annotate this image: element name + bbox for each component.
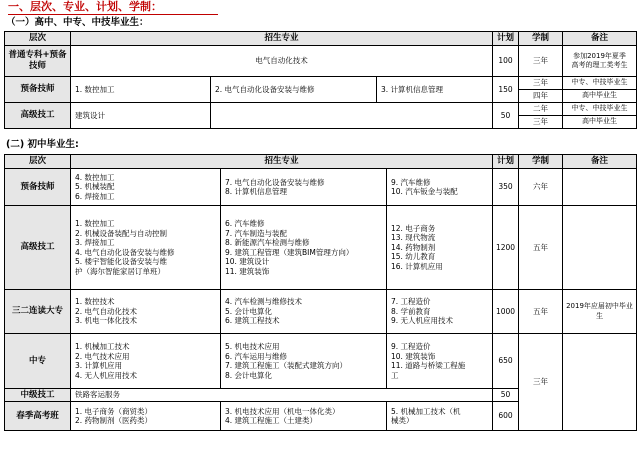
major-col1: 1. 数控技术 2. 电气自动化技术 3. 机电一体化技术 [71,290,221,334]
plan-cell: 1200 [493,206,519,290]
major-cell: 2. 电气自动化设备安装与维修 [211,77,377,103]
plan-cell: 600 [493,402,519,431]
years-cell: 二年 [519,103,563,116]
plan-cell: 100 [493,46,519,77]
row-level: 春季高考班 [5,402,71,431]
major-col3: 9. 工程造价 10. 建筑装饰 11. 道路与桥梁工程施 工 [387,334,493,389]
header-plan: 计划 [493,32,519,46]
years-cell: 三年 [519,77,563,90]
row-level: 高级技工 [5,206,71,290]
years-cell: 五年 [519,290,563,334]
row-level: 三二连读大专 [5,290,71,334]
major-col3: 5. 机械加工技术（机 械类） [387,402,493,431]
note-cell [563,169,637,206]
years-cell: 五年 [519,206,563,290]
major-cell: 电气自动化技术 [71,46,493,77]
note-cell: 高中毕业生 [563,116,637,129]
years-cell: 三年 [519,46,563,77]
note-cell [563,206,637,290]
major-col2: 3. 机电技术应用（机电一体化类） 4. 建筑工程施工（土建类） [221,402,387,431]
header-level: 层次 [5,32,71,46]
row-level: 高级技工 [5,103,71,129]
header-years: 学制 [519,155,563,169]
major-cell: 3. 计算机信息管理 [377,77,493,103]
header-level: 层次 [5,155,71,169]
major-col1: 4. 数控加工 5. 机械装配 6. 焊接加工 [71,169,221,206]
note-cell [563,334,637,431]
section1-heading: （一）高中、中专、中技毕业生： [6,17,149,28]
note-cell: 高中毕业生 [563,90,637,103]
note-cell: 中专、中技毕业生 [563,103,637,116]
plan-cell: 350 [493,169,519,206]
section2-heading: (二) 初中毕业生: [6,139,79,150]
major-cell: 建筑设计 [71,103,211,129]
major-cell: 1. 数控加工 [71,77,211,103]
header-years: 学制 [519,32,563,46]
major-col3: 7. 工程造价 8. 学前教育 9. 无人机应用技术 [387,290,493,334]
major-col3: 9. 汽车维修 10. 汽车钣金与装配 [387,169,493,206]
years-cell: 六年 [519,169,563,206]
plan-cell: 150 [493,77,519,103]
table-section2 [4,154,637,431]
note-cell: 参加2019年夏季 高考的理工类考生 [563,46,637,77]
major-col1: 1. 机械加工技术 2. 电气技术应用 3. 计算机应用 4. 无人机应用技术 [71,334,221,389]
row-level: 中级技工 [5,389,71,402]
table-section1 [4,31,637,129]
plan-cell: 650 [493,334,519,389]
header-major: 招生专业 [71,155,493,169]
page-title: 一、层次、专业、计划、学制： [8,0,218,15]
note-cell: 中专、中技毕业生 [563,77,637,90]
row-level: 预备技师 [5,77,71,103]
header-plan: 计划 [493,155,519,169]
note-cell: 2019年应届初中毕业生 [563,290,637,334]
major-col2: 7. 电气自动化设备安装与维修 8. 计算机信息管理 [221,169,387,206]
plan-cell: 50 [493,389,519,402]
major-col1: 1. 数控加工 2. 机械设备装配与自动控制 3. 焊接加工 4. 电气自动化设备安装与维修 5. 楼宇智能化设备安装与维 护（海尔智能家居订单班） [71,206,221,290]
years-cell: 四年 [519,90,563,103]
row-level: 中专 [5,334,71,389]
major-col2: 4. 汽车检测与维修技术 5. 会计电算化 6. 建筑工程技术 [221,290,387,334]
plan-cell: 50 [493,103,519,129]
major-col1: 铁路客运服务 [71,389,493,402]
header-note: 备注 [563,155,637,169]
years-cell: 三年 [519,116,563,129]
row-level: 普通专科+预备技师 [5,46,71,77]
major-col3: 12. 电子商务 13. 现代物流 14. 药物制剂 15. 幼儿教育 16. 计算机应用 [387,206,493,290]
header-major: 招生专业 [71,32,493,46]
header-note: 备注 [563,32,637,46]
years-cell: 三年 [519,334,563,431]
plan-cell: 1000 [493,290,519,334]
major-col2: 5. 机电技术应用 6. 汽车运用与维修 7. 建筑工程施工（装配式建筑方向） 8. 会计电算化 [221,334,387,389]
major-col2: 6. 汽车维修 7. 汽车制造与装配 8. 新能源汽车检测与维修 9. 建筑工程管理（建筑BIM管理方向） 10. 建筑设计 11. 建筑装饰 [221,206,387,290]
major-col1: 1. 电子商务（商贸类） 2. 药物制剂（医药类） [71,402,221,431]
row-level: 预备技师 [5,169,71,206]
